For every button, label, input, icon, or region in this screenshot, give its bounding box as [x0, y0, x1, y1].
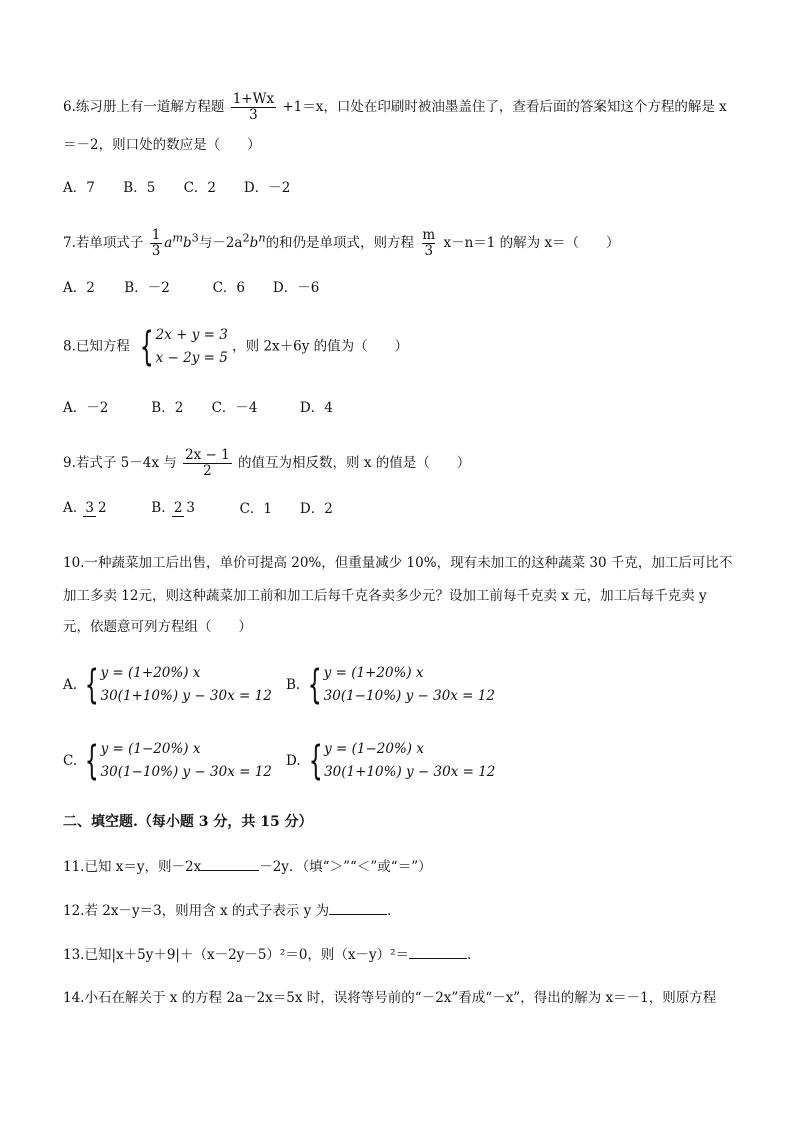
q8-option-a: A．－2: [63, 400, 109, 416]
q7-sup-2: 2: [242, 231, 250, 245]
q10-line1: 10.一种蔬菜加工后出售，单价可提高 20%，但重量减少 10%，现有未加工的这种蔬菜 30 千克，加工后可比不: [63, 555, 733, 571]
q9-line1: [63, 448, 470, 479]
q6-frac-den: 3: [249, 107, 258, 123]
q10-option-c-eq2: 30(1−10%) y − 30x = 12: [100, 764, 272, 780]
q7-b2: b: [249, 235, 259, 251]
q8-options: [63, 398, 333, 418]
q8-option-b: B．2: [151, 400, 184, 416]
q7-fraction-2: [420, 228, 437, 259]
q9-options: [63, 498, 333, 519]
q12-prefix: 12.若 2x－y＝3，则用含 x 的式子表示 y 为: [63, 903, 330, 919]
q6-line2: ＝－2，则口处的数应是（ ）: [63, 137, 261, 153]
q7-text2: 的和仍是单项式，则方程: [265, 235, 415, 251]
q7-option-d: D．－6: [272, 280, 320, 296]
q7-middle: 与－2a: [198, 235, 243, 251]
q10-option-a-eq1: y = (1+20%) x: [100, 665, 201, 681]
q6-frac-num: 1+Wx: [232, 91, 275, 107]
q9-option-c: C．1: [239, 500, 273, 517]
q10-option-b-brace-icon: {: [307, 662, 322, 708]
q13-prefix: 13.已知|x＋5y＋9|＋（x－2y－5）²＝0，则（x－y）²＝: [63, 947, 410, 963]
q9-option-a-label: A.: [63, 500, 78, 516]
q11-blank: [201, 856, 259, 871]
q13-blank: [409, 944, 467, 959]
q9-option-b: [151, 498, 235, 518]
q9-option-b-num: 2: [173, 499, 183, 516]
q10-option-d: [286, 738, 495, 784]
q13-line: [63, 944, 481, 965]
q7-option-a: A．2: [63, 280, 95, 296]
q8-eq2: x − 2y = 5: [155, 350, 228, 366]
q6-tail: +1＝x，口处在印刷时被油墨盖住了，查看后面的答案知这个方程的解是 x: [282, 99, 727, 115]
q7-frac-den: 3: [151, 243, 161, 259]
q6-option-c: C．2: [183, 180, 217, 196]
q10-option-b-label: B.: [286, 677, 301, 693]
q10-option-d-eq1: y = (1−20%) x: [324, 741, 424, 757]
q10-option-a-eq2: 30(1+10%) y − 30x = 12: [100, 688, 272, 704]
q9-tail: 的值互为相反数，则 x 的值是（ ）: [238, 455, 471, 471]
q9-option-a-den: 2: [97, 499, 107, 516]
q9-option-a-num: 3: [85, 499, 94, 516]
q7-option-c: C．6: [212, 280, 246, 296]
q10-option-c-eq1: y = (1−20%) x: [100, 741, 201, 757]
q10-option-d-label: D.: [286, 753, 301, 769]
q9-option-a: [63, 498, 147, 518]
q9-frac-den: 2: [203, 463, 212, 479]
q7-a: a: [164, 235, 173, 251]
q8-brace-icon: {: [139, 324, 154, 370]
q7-fraction: [150, 228, 163, 259]
q7-options: [63, 278, 319, 298]
q9-option-b-label: B.: [151, 500, 166, 516]
q12-blank: [329, 900, 387, 915]
q7-frac2-den: 3: [424, 243, 434, 259]
q10-option-d-brace-icon: {: [308, 738, 323, 784]
q10-option-c: [63, 738, 272, 784]
q9-prefix: 9.若式子 5－4x 与: [63, 455, 177, 471]
q6-option-d: D．－2: [243, 180, 291, 196]
q6-line1: [63, 92, 727, 123]
q7-sup-3: 3: [191, 231, 199, 245]
q8-tail: ，则 2x＋6y 的值为（ ）: [232, 338, 409, 355]
q10-line3: 元，依题意可列方程组（ ）: [63, 619, 252, 635]
q7-b: b: [183, 235, 192, 251]
q6-options: [63, 178, 290, 198]
q7-frac-num: 1: [151, 227, 161, 243]
q8-system: [134, 324, 228, 370]
q10-line2: 加工多卖 12元，则这种蔬菜加工前和加工后每千克各卖多少元？设加工前每千克卖 x 元，加工后每千克卖 y: [63, 588, 707, 604]
q7-tail: x－n＝1 的解为 x＝（ ）: [443, 235, 620, 251]
q7-option-b: B．－2: [124, 280, 170, 296]
q8-prefix: 8.已知方程: [63, 338, 130, 355]
q11-tail: －2y．（填“＞”“＜”或“＝”）: [259, 859, 432, 875]
q6-option-a: A．7: [63, 180, 95, 196]
q9-option-b-den: 3: [186, 499, 195, 516]
q10-option-b-eq2: 30(1−10%) y − 30x = 12: [323, 688, 495, 704]
q6-fraction: [231, 92, 276, 123]
q7-sup-m: m: [172, 231, 184, 245]
q7-prefix: 7.若单项式子: [63, 235, 144, 251]
q9-option-d: D．2: [299, 500, 333, 517]
section-2-title: 二、填空题.（每小题 3 分，共 15 分）: [63, 814, 313, 830]
q8-line1: [63, 324, 408, 370]
q8-option-c: C．－4: [211, 400, 258, 416]
q10-option-d-eq2: 30(1+10%) y − 30x = 12: [324, 764, 496, 780]
q9-fraction: [183, 448, 232, 479]
q7-line1: [63, 228, 620, 259]
q10-option-a: [63, 662, 272, 708]
q12-line: [63, 900, 401, 921]
q6-prefix: 6.练习册上有一道解方程题: [63, 99, 225, 115]
q9-frac-num: 2x − 1: [185, 447, 230, 463]
q10-option-b-eq1: y = (1+20%) x: [323, 665, 424, 681]
q7-sup-n: n: [258, 231, 266, 245]
q10-option-b: [286, 662, 495, 708]
q14-line1: 14.小石在解关于 x 的方程 2a－2x＝5x 时，误将等号前的“－2x”看成“－x”，得出的解为 x＝－1，则原方程: [63, 990, 717, 1006]
q10-option-a-label: A.: [63, 677, 78, 693]
q10-option-a-brace-icon: {: [84, 662, 99, 708]
q7-frac2-num: m: [422, 227, 436, 243]
q8-option-d: D．4: [299, 400, 333, 416]
q6-option-b: B．5: [123, 180, 156, 196]
q13-tail: ．: [467, 947, 481, 963]
q11-line: [63, 856, 432, 877]
q12-tail: ．: [387, 903, 401, 919]
q11-prefix: 11.已知 x＝y，则－2x: [63, 859, 202, 875]
q8-eq1: 2x + y = 3: [155, 327, 228, 343]
q10-option-c-label: C.: [63, 753, 78, 769]
q10-option-c-brace-icon: {: [84, 738, 99, 784]
